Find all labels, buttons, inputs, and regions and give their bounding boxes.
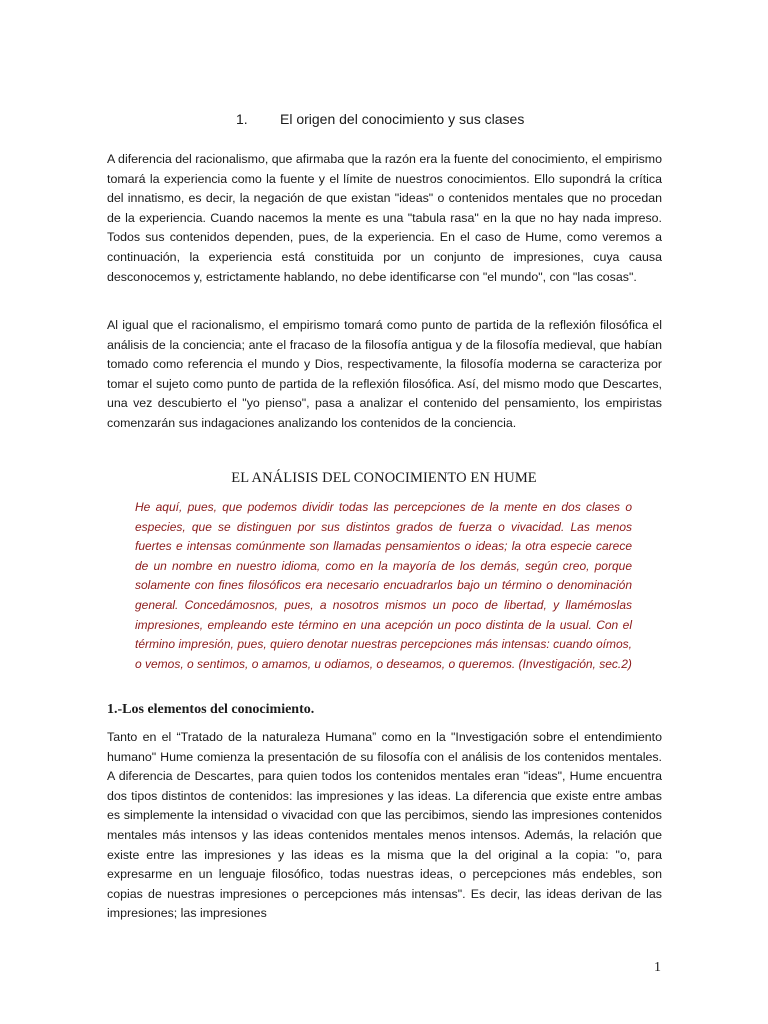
paragraph-rationalism: Al igual que el racionalismo, el empirismo tomará como punto de partida de la reflexión filosófica el análisis de la conciencia; ante el fracaso de la filosofía antigua y de la filosofía medieval, que habían tomado como referencia el mundo y Dios, respectivamente, la filosofía moderna se caracteriza por tomar el sujeto como punto de partida de la reflexión filosófica. Así, del mismo modo que Descartes, una vez descubierto el "yo pienso", pasa a analizar el contenido del pensamiento, los empiristas comenzarán sus indagaciones analizando los contenidos de la conciencia.	[107, 318, 662, 430]
paragraph-elements: Tanto en el “Tratado de la naturaleza Humana” como en la "Investigación sobre el entendimiento humano" Hume comienza la presentación de su filosofía con el análisis de los contenidos mentales. A diferencia de Descartes, para quien todos los contenidos mentales eran "ideas", Hume encuentra dos tipos distintos de contenidos: las impresiones y las ideas. La diferencia que existe entre ambas es simplemente la intensidad o vivacidad con que las percibimos, siendo las impresiones contenidos mentales más intensos y las ideas contenidos mentales menos intensos. Además, la relación que existe entre las impresiones y las ideas es la misma que la del original a la copia: "o, para expresarme en un lenguaje filosófico, todas nuestras ideas, o percepciones más endebles, son copias de nuestras impresiones o percepciones más intensas". Es decir, las ideas derivan de las impresiones; las impresiones	[107, 730, 662, 921]
page-number: 1	[654, 960, 661, 975]
hume-quote: He aquí, pues, que podemos dividir todas las percepciones de la mente en dos clases o especies, que se distinguen por sus distintos grados de fuerza o vivacidad. Las menos fuertes e intensas comúnmente son llamadas pensamientos o ideas; la otra especie carece de un nombre en nuestro idioma, como en la mayoría de los demás, según creo, porque solamente con fines filosóficos era necesario encuadrarlos bajo un término o denominación general. Concedámosnos, pues, a nosotros mismos un poco de libertad, y llamémoslas impresiones, empleando este término en una acepción un poco distinta de la usual. Con el término impresión, pues, quiero denotar nuestras percepciones más intensas: cuando oímos, o vemos, o sentimos, o amamos, u odiamos, o deseamos, o queremos. (Investigación, sec.2)	[135, 500, 632, 671]
subheading: 1.-Los elementos del conocimiento.	[107, 702, 315, 717]
section-heading	[236, 111, 524, 127]
heading-number: 1.	[236, 111, 248, 127]
section-title: EL ANÁLISIS DEL CONOCIMIENTO EN HUME	[231, 470, 537, 486]
paragraph-intro: A diferencia del racionalismo, que afirmaba que la razón era la fuente del conocimiento, el empirismo tomará la experiencia como la fuente y el límite de nuestros conocimientos. Ello supondrá la crítica del innatismo, es decir, la negación de que existan "ideas" o contenidos mentales que no procedan de la experiencia. Cuando nacemos la mente es una "tabula rasa" en la que no hay nada impreso. Todos sus contenidos dependen, pues, de la experiencia. En el caso de Hume, como veremos a continuación, la experiencia está constituida por un conjunto de impresiones, cuya causa desconocemos y, estrictamente hablando, no debe identificarse con "el mundo", con "las cosas".	[107, 152, 662, 284]
heading-text: El origen del conocimiento y sus clases	[280, 111, 525, 127]
